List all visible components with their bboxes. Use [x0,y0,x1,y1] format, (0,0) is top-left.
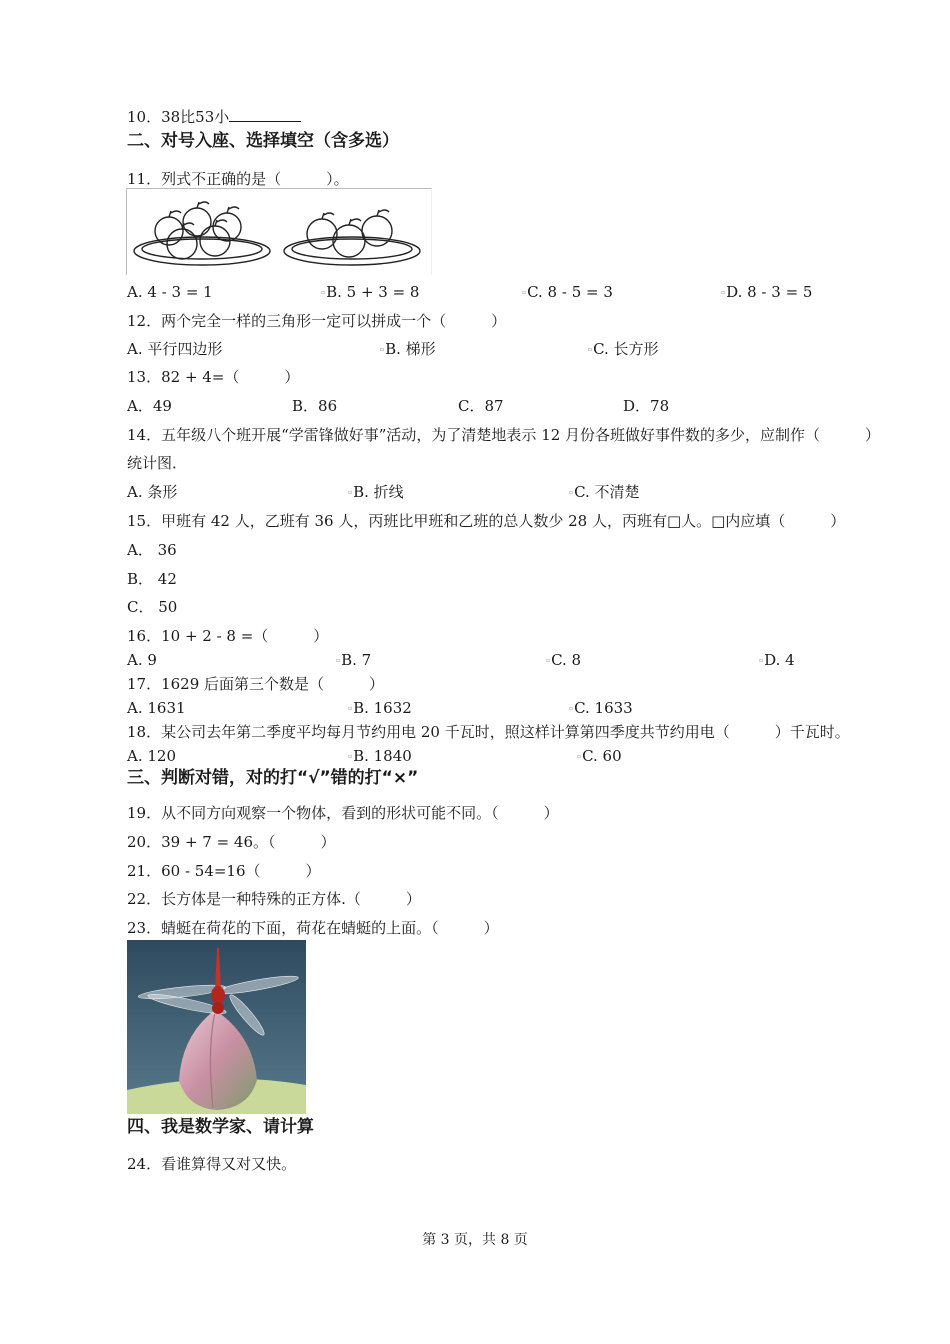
q12-option-a[interactable]: A. 平行四边形 [127,340,223,358]
option-marker-icon: ▫ [759,657,764,664]
option-marker-icon: ▫ [348,489,353,496]
q17-option-a[interactable]: A. 1631 [127,699,186,717]
section-3-title: 三、判断对错，对的打“√”错的打“×” [127,768,419,788]
section-4-title: 四、我是数学家、请计算 [127,1117,314,1137]
apple-plates-illustration [127,189,431,275]
option-marker-icon: ▫ [321,289,326,296]
option-marker-icon: ▫ [522,289,527,296]
q15-option-b[interactable]: B． 42 [127,570,177,588]
option-marker-icon: ▫ [588,346,593,353]
q13-option-a[interactable]: A．49 [127,397,172,415]
option-marker-icon: ▫ [336,657,341,664]
page-footer: 第 3 页，共 8 页 [422,1232,528,1248]
q11-option-b[interactable]: ▫B. 5 + 3 = 8 [321,283,420,301]
option-marker-icon: ▫ [348,705,353,712]
option-marker-icon: ▫ [348,753,353,760]
question-24-stem: 24．看谁算得又对又快。 [127,1155,297,1173]
question-10 [127,106,301,127]
question-21-stem: 21．60 - 54=16（ ） [127,862,321,880]
q16-option-b[interactable]: ▫B. 7 [336,651,372,669]
q14-option-a[interactable]: A. 条形 [127,483,178,501]
question-18-stem: 18．某公司去年第二季度平均每月节约用电 20 千瓦时，照这样计算第四季度共节约用电（ ）千瓦时。 [127,723,850,741]
q12-option-c[interactable]: ▫C. 长方形 [588,340,659,358]
question-23-stem: 23．蜻蜓在荷花的下面，荷花在蜻蜓的上面。（ ） [127,919,499,937]
question-11-stem: 11．列式不正确的是（ ）。 [127,170,349,188]
q16-option-a[interactable]: A. 9 [127,651,157,669]
q14-option-b[interactable]: ▫B. 折线 [348,483,404,501]
q17-option-c[interactable]: ▫C. 1633 [569,699,633,717]
question-14-stem-line2: 统计图． [127,454,188,472]
q13-option-d[interactable]: D．78 [623,397,670,415]
dragonfly-lotus-illustration [127,940,306,1114]
q12-option-b[interactable]: ▫B. 梯形 [380,340,436,358]
q15-option-a[interactable]: A． 36 [127,541,177,559]
question-14-stem-line1: 14．五年级八个班开展“学雷锋做好事”活动，为了清楚地表示 12 月份各班做好事件数的多少，应制作（ ） [127,426,881,444]
q11-option-a[interactable]: A. 4 - 3 = 1 [127,283,213,301]
question-12-stem: 12．两个完全一样的三角形一定可以拼成一个（ ） [127,312,507,330]
q16-option-c[interactable]: ▫C. 8 [546,651,582,669]
section-2-title: 二、对号入座、选择填空（含多选） [127,131,399,151]
q11-option-d[interactable]: ▫D. 8 - 3 = 5 [721,283,813,301]
dragonfly-lotus-photo [127,940,306,1114]
q16-option-d[interactable]: ▫D. 4 [759,651,795,669]
q17-option-b[interactable]: ▫B. 1632 [348,699,412,717]
option-marker-icon: ▫ [546,657,551,664]
option-marker-icon: ▫ [380,346,385,353]
answer-blank[interactable] [229,106,301,122]
question-17-stem: 17．1629 后面第三个数是（ ） [127,675,385,693]
question-20-stem: 20．39 + 7 = 46。（ ） [127,833,336,851]
q11-option-c[interactable]: ▫C. 8 - 5 = 3 [522,283,613,301]
question-13-stem: 13．82 + 4=（ ） [127,368,300,386]
option-marker-icon: ▫ [577,753,582,760]
question-19-stem: 19．从不同方向观察一个物体，看到的形状可能不同。（ ） [127,804,559,822]
option-marker-icon: ▫ [569,489,574,496]
q14-option-c[interactable]: ▫C. 不清楚 [569,483,640,501]
q18-option-b[interactable]: ▫B. 1840 [348,747,412,765]
question-22-stem: 22．长方体是一种特殊的正方体.（ ） [127,890,421,908]
q13-option-c[interactable]: C．87 [458,397,504,415]
question-10-text: 10．38比53小 [127,108,230,126]
question-15-stem: 15．甲班有 42 人，乙班有 36 人，丙班比甲班和乙班的总人数少 28 人，丙班有□人。□内应填（ ） [127,512,846,530]
q13-option-b[interactable]: B．86 [292,397,338,415]
q18-option-c[interactable]: ▫C. 60 [577,747,622,765]
apple-plates-figure [126,188,432,275]
option-marker-icon: ▫ [569,705,574,712]
question-16-stem: 16．10 + 2 - 8 =（ ） [127,627,329,645]
q15-option-c[interactable]: C． 50 [127,598,178,616]
option-marker-icon: ▫ [721,289,726,296]
q18-option-a[interactable]: A. 120 [127,747,176,765]
